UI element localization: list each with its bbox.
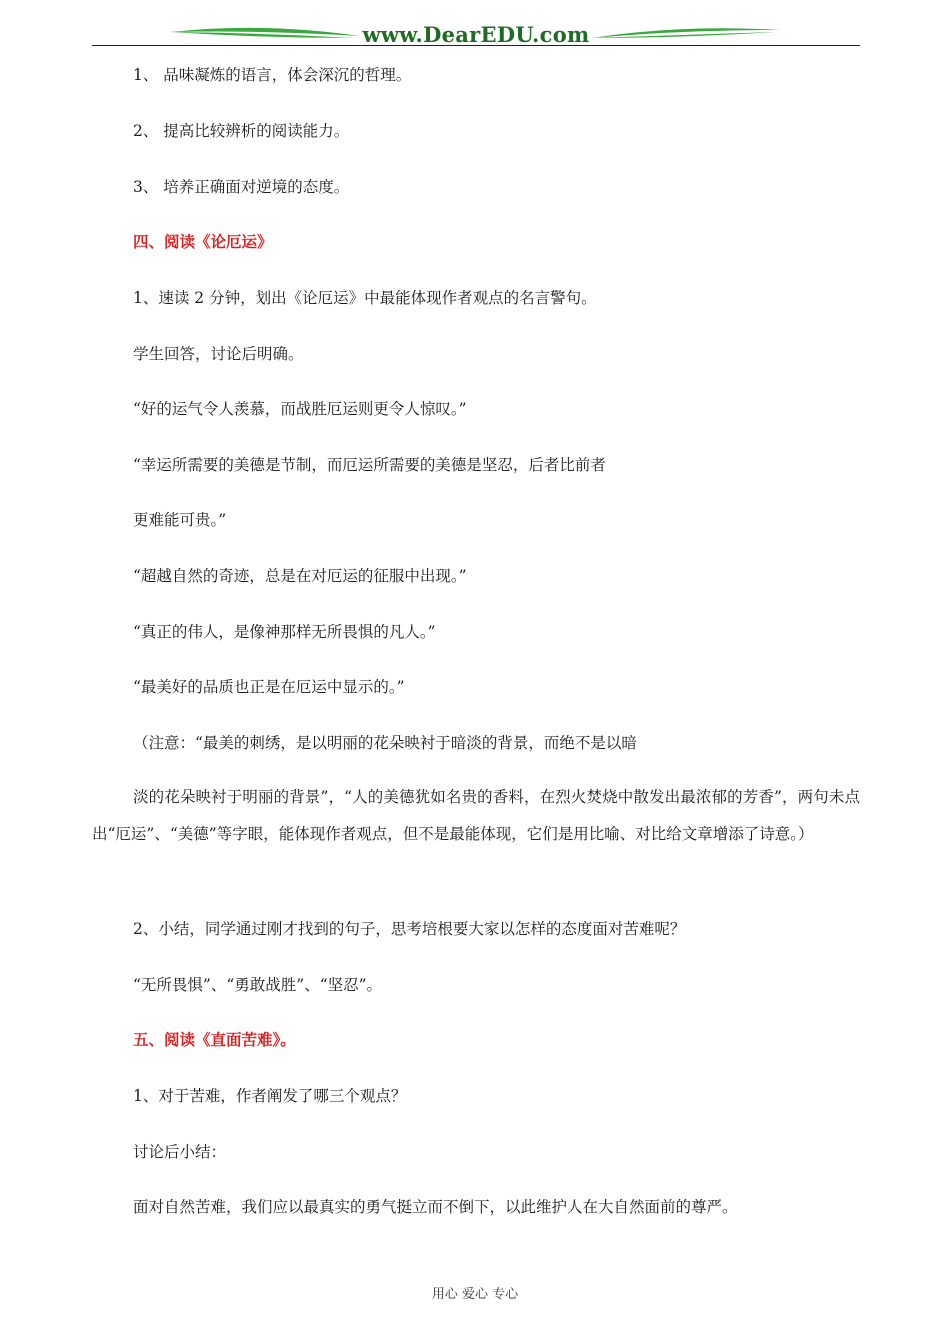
objective-3: 3、 培养正确面对逆境的态度。 bbox=[133, 178, 350, 196]
section-5-summary-label: 讨论后小结： bbox=[133, 1143, 227, 1161]
section-4-question-1: 1、速读 2 分钟，划出《论厄运》中最能体现作者观点的名言警句。 bbox=[133, 289, 597, 307]
quote-2: “幸运所需要的美德是节制，而厄运所需要的美德是坚忍，后者比前者 bbox=[133, 456, 606, 474]
quote-5: “最美好的品质也正是在厄运中显示的。” bbox=[133, 678, 405, 696]
section-5-point-1: 面对自然苦难，我们应以最真实的勇气挺立而不倒下，以此维护人在大自然面前的尊严。 bbox=[133, 1198, 738, 1216]
section-4-question-2: 2、小结，同学通过刚才找到的句子，思考培根要大家以怎样的态度面对苦难呢？ bbox=[133, 920, 686, 938]
section-4-heading: 四、阅读《论厄运》 bbox=[133, 232, 273, 251]
quote-4: “真正的伟人，是像神那样无所畏惧的凡人。” bbox=[133, 623, 436, 641]
section-5-heading: 五、阅读《直面苦难》。 bbox=[133, 1030, 296, 1049]
section-4-question-2-answer: “无所畏惧”、“勇敢战胜”、“坚忍”。 bbox=[133, 976, 383, 994]
site-title: www.DearEDU.com bbox=[362, 22, 590, 47]
quote-1: “好的运气令人羡慕，而战胜厄运则更令人惊叹。” bbox=[133, 400, 467, 418]
page-footer: 用心 爱心 专心 bbox=[431, 1287, 519, 1302]
note-first-line: （注意：“最美的刺绣，是以明丽的花朵映衬于暗淡的背景，而绝不是以暗 bbox=[133, 734, 637, 752]
section-4-answer-intro: 学生回答，讨论后明确。 bbox=[133, 345, 304, 363]
page-header bbox=[92, 18, 860, 48]
header-divider bbox=[92, 45, 860, 46]
quote-2-continuation: 更难能可贵。” bbox=[133, 511, 227, 529]
objective-2: 2、 提高比较辨析的阅读能力。 bbox=[133, 122, 350, 140]
objective-1: 1、 品味凝炼的语言，体会深沉的哲理。 bbox=[133, 66, 412, 84]
quote-3: “超越自然的奇迹，总是在对厄运的征服中出现。” bbox=[133, 567, 467, 585]
note-paragraph: 淡的花朵映衬于明丽的背景”，“人的美德犹如名贵的香料，在烈火焚烧中散发出最浓郁的芳香”，两句未点出“厄运”、“美德”等字眼，能体现作者观点，但不是最能体现，它们是用比喻、对比给文章增添了诗意。） bbox=[92, 788, 860, 843]
section-5-question-1: 1、对于苦难，作者阐发了哪三个观点？ bbox=[133, 1087, 407, 1105]
